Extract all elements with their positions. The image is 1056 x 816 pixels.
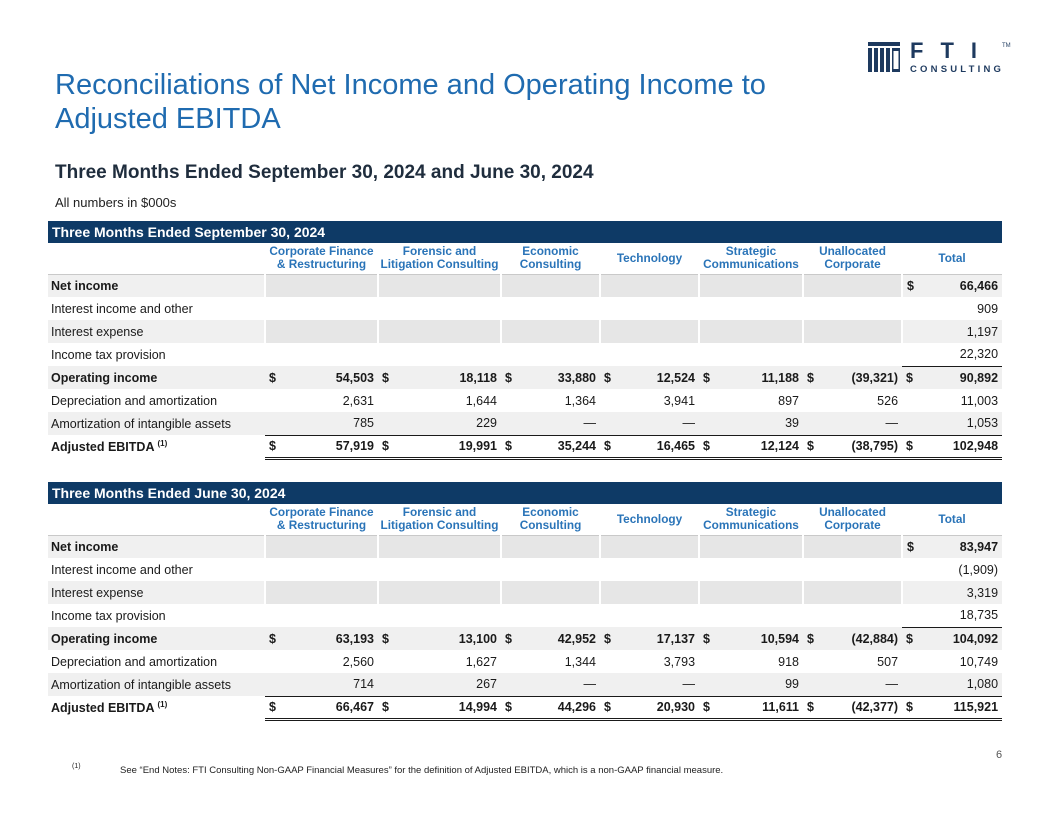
table-row bbox=[48, 673, 1002, 696]
row-label: Operating income bbox=[48, 366, 265, 389]
cell-value: 909 bbox=[977, 301, 999, 316]
cell-value: 10,749 bbox=[959, 654, 999, 669]
cell-value: 10,594 bbox=[719, 627, 803, 650]
currency-symbol: $ bbox=[600, 627, 620, 650]
cell-value: 66,466 bbox=[922, 274, 1002, 297]
cell-value: 18,735 bbox=[922, 604, 1002, 627]
fti-consulting-logo bbox=[868, 38, 1013, 76]
cell-value: 104,092 bbox=[922, 627, 1002, 650]
cell-value: 526 bbox=[877, 393, 899, 408]
currency-symbol: $ bbox=[699, 696, 719, 719]
cell-value: 39 bbox=[719, 412, 803, 435]
cell-value: 714 bbox=[285, 673, 378, 696]
col-header: Technology bbox=[600, 243, 699, 274]
table-row bbox=[48, 320, 1002, 343]
row-label bbox=[48, 696, 265, 719]
cell-value: 1,627 bbox=[465, 654, 497, 669]
cell-value: 3,793 bbox=[663, 654, 696, 669]
cell-value: 66,467 bbox=[285, 696, 378, 719]
cell-value: 229 bbox=[398, 412, 501, 435]
col-header: Total bbox=[902, 243, 1002, 274]
currency-symbol: $ bbox=[902, 627, 922, 650]
currency-symbol: $ bbox=[902, 435, 922, 458]
row-label: Income tax provision bbox=[51, 608, 166, 623]
cell-value: — bbox=[620, 412, 699, 435]
currency-symbol: $ bbox=[378, 627, 398, 650]
reconciliation-table bbox=[48, 504, 1002, 721]
currency-symbol: $ bbox=[265, 366, 285, 389]
adjusted-ebitda-label: Adjusted EBITDA bbox=[51, 440, 155, 455]
table-row bbox=[48, 650, 1002, 673]
cell-value: 11,188 bbox=[719, 366, 803, 389]
cell-value: — bbox=[521, 412, 600, 435]
page-title: Reconciliations of Net Income and Operating Income to Adjusted EBITDA bbox=[55, 69, 766, 135]
row-label: Interest expense bbox=[48, 581, 265, 604]
cell-value: 102,948 bbox=[922, 435, 1002, 458]
currency-symbol: $ bbox=[600, 435, 620, 458]
cell-value: — bbox=[823, 412, 902, 435]
cell-value: 897 bbox=[778, 393, 800, 408]
currency-symbol: $ bbox=[265, 627, 285, 650]
table-row bbox=[48, 604, 1002, 627]
col-header: Strategic Communications bbox=[699, 243, 803, 274]
cell-value: (42,884) bbox=[823, 627, 902, 650]
currency-symbol: $ bbox=[902, 696, 922, 719]
cell-value: 19,991 bbox=[398, 435, 501, 458]
cell-value: 13,100 bbox=[398, 627, 501, 650]
cell-value: (1,909) bbox=[958, 562, 999, 577]
cell-value: 1,644 bbox=[465, 393, 497, 408]
cell-value: — bbox=[823, 673, 902, 696]
currency-symbol: $ bbox=[902, 274, 922, 297]
cell-value: 2,631 bbox=[342, 393, 374, 408]
currency-symbol: $ bbox=[699, 627, 719, 650]
currency-symbol: $ bbox=[501, 696, 521, 719]
currency-symbol: $ bbox=[501, 627, 521, 650]
cell-value: 785 bbox=[285, 412, 378, 435]
cell-value: — bbox=[521, 673, 600, 696]
table-row bbox=[48, 297, 1002, 320]
col-header: Corporate Finance & Restructuring bbox=[265, 243, 378, 274]
currency-symbol: $ bbox=[378, 366, 398, 389]
currency-symbol: $ bbox=[902, 366, 922, 389]
cell-value: 12,524 bbox=[620, 366, 699, 389]
currency-symbol: $ bbox=[803, 366, 823, 389]
cell-value: 1,053 bbox=[922, 412, 1002, 435]
table-row bbox=[48, 696, 1002, 719]
cell-value: 918 bbox=[778, 654, 800, 669]
table-row bbox=[48, 627, 1002, 650]
currency-symbol: $ bbox=[803, 435, 823, 458]
cell-value: 3,319 bbox=[922, 581, 1002, 604]
cell-value: 44,296 bbox=[521, 696, 600, 719]
cell-value: — bbox=[620, 673, 699, 696]
units-note: All numbers in $000s bbox=[55, 195, 177, 210]
cell-value: 14,994 bbox=[398, 696, 501, 719]
adjusted-ebitda-label: Adjusted EBITDA bbox=[51, 701, 155, 716]
table-block-jun-2024 bbox=[48, 482, 1002, 721]
row-label: Amortization of intangible assets bbox=[48, 673, 265, 696]
page-subtitle: Three Months Ended September 30, 2024 and June 30, 2024 bbox=[55, 162, 594, 183]
currency-symbol: $ bbox=[803, 627, 823, 650]
currency-symbol: $ bbox=[378, 696, 398, 719]
logo-subtext: CONSULTING bbox=[910, 64, 1005, 75]
cell-value: (38,795) bbox=[823, 435, 902, 458]
cell-value: (42,377) bbox=[823, 696, 902, 719]
col-header: Unallocated Corporate bbox=[803, 243, 902, 274]
cell-value: 1,344 bbox=[564, 654, 596, 669]
fti-building-logo-icon bbox=[868, 42, 900, 72]
footnote-ref: (1) bbox=[157, 438, 168, 448]
cell-value: (39,321) bbox=[823, 366, 902, 389]
cell-value: 1,080 bbox=[922, 673, 1002, 696]
col-header: Forensic and Litigation Consulting bbox=[378, 243, 501, 274]
currency-symbol: $ bbox=[803, 696, 823, 719]
row-label: Depreciation and amortization bbox=[51, 654, 218, 669]
cell-value: 54,503 bbox=[285, 366, 378, 389]
table-header-bar: Three Months Ended June 30, 2024 bbox=[48, 482, 1002, 504]
row-label bbox=[48, 435, 265, 458]
currency-symbol: $ bbox=[501, 435, 521, 458]
page-number: 6 bbox=[996, 749, 1003, 761]
cell-value: 33,880 bbox=[521, 366, 600, 389]
currency-symbol: $ bbox=[902, 535, 922, 558]
cell-value: 42,952 bbox=[521, 627, 600, 650]
col-header: Unallocated Corporate bbox=[803, 504, 902, 535]
col-header: Economic Consulting bbox=[501, 504, 600, 535]
cell-value: 115,921 bbox=[922, 696, 1002, 719]
logo-trademark: TM bbox=[1002, 43, 1011, 49]
table-row bbox=[48, 435, 1002, 458]
row-label: Operating income bbox=[48, 627, 265, 650]
cell-value: 11,611 bbox=[719, 696, 803, 719]
cell-value: 16,465 bbox=[620, 435, 699, 458]
column-header-row bbox=[48, 504, 1002, 535]
row-label: Net income bbox=[48, 274, 265, 297]
col-header: Economic Consulting bbox=[501, 243, 600, 274]
currency-symbol: $ bbox=[600, 696, 620, 719]
col-header: Corporate Finance & Restructuring bbox=[265, 504, 378, 535]
cell-value: 35,244 bbox=[521, 435, 600, 458]
table-block-sep-2024 bbox=[48, 221, 1002, 460]
table-header-bar: Three Months Ended September 30, 2024 bbox=[48, 221, 1002, 243]
col-header: Total bbox=[902, 504, 1002, 535]
cell-value: 22,320 bbox=[922, 343, 1002, 366]
currency-symbol: $ bbox=[265, 696, 285, 719]
currency-symbol: $ bbox=[265, 435, 285, 458]
row-label: Net income bbox=[48, 535, 265, 558]
currency-symbol: $ bbox=[378, 435, 398, 458]
footnote-ref: (1) bbox=[157, 699, 168, 709]
table-row bbox=[48, 558, 1002, 581]
table-row bbox=[48, 274, 1002, 297]
cell-value: 18,118 bbox=[398, 366, 501, 389]
footnote-marker: (1) bbox=[72, 763, 81, 770]
col-header: Forensic and Litigation Consulting bbox=[378, 504, 501, 535]
column-header-row bbox=[48, 243, 1002, 274]
reconciliation-table bbox=[48, 243, 1002, 460]
row-label: Depreciation and amortization bbox=[51, 393, 218, 408]
col-header: Technology bbox=[600, 504, 699, 535]
table-row bbox=[48, 535, 1002, 558]
row-label: Interest income and other bbox=[51, 301, 193, 316]
cell-value: 99 bbox=[719, 673, 803, 696]
cell-value: 17,137 bbox=[620, 627, 699, 650]
currency-symbol: $ bbox=[699, 366, 719, 389]
cell-value: 83,947 bbox=[922, 535, 1002, 558]
cell-value: 2,560 bbox=[342, 654, 374, 669]
cell-value: 63,193 bbox=[285, 627, 378, 650]
row-label: Interest income and other bbox=[51, 562, 193, 577]
cell-value: 57,919 bbox=[285, 435, 378, 458]
row-label: Income tax provision bbox=[51, 347, 166, 362]
table-row bbox=[48, 389, 1002, 412]
footnote-text: See “End Notes: FTI Consulting Non-GAAP Financial Measures” for the definition of Adjusted EBITDA, which is a non-GAAP financial measure. bbox=[120, 765, 724, 776]
cell-value: 12,124 bbox=[719, 435, 803, 458]
table-row bbox=[48, 343, 1002, 366]
currency-symbol: $ bbox=[501, 366, 521, 389]
row-label: Interest expense bbox=[48, 320, 265, 343]
row-label: Amortization of intangible assets bbox=[48, 412, 265, 435]
table-row bbox=[48, 412, 1002, 435]
cell-value: 3,941 bbox=[663, 393, 696, 408]
logo-wordmark: FTI bbox=[910, 38, 994, 63]
table-row bbox=[48, 366, 1002, 389]
col-header: Strategic Communications bbox=[699, 504, 803, 535]
cell-value: 1,197 bbox=[922, 320, 1002, 343]
cell-value: 507 bbox=[877, 654, 899, 669]
table-row bbox=[48, 581, 1002, 604]
cell-value: 1,364 bbox=[564, 393, 596, 408]
currency-symbol: $ bbox=[699, 435, 719, 458]
cell-value: 267 bbox=[398, 673, 501, 696]
currency-symbol: $ bbox=[600, 366, 620, 389]
cell-value: 90,892 bbox=[922, 366, 1002, 389]
cell-value: 11,003 bbox=[960, 393, 999, 408]
cell-value: 20,930 bbox=[620, 696, 699, 719]
